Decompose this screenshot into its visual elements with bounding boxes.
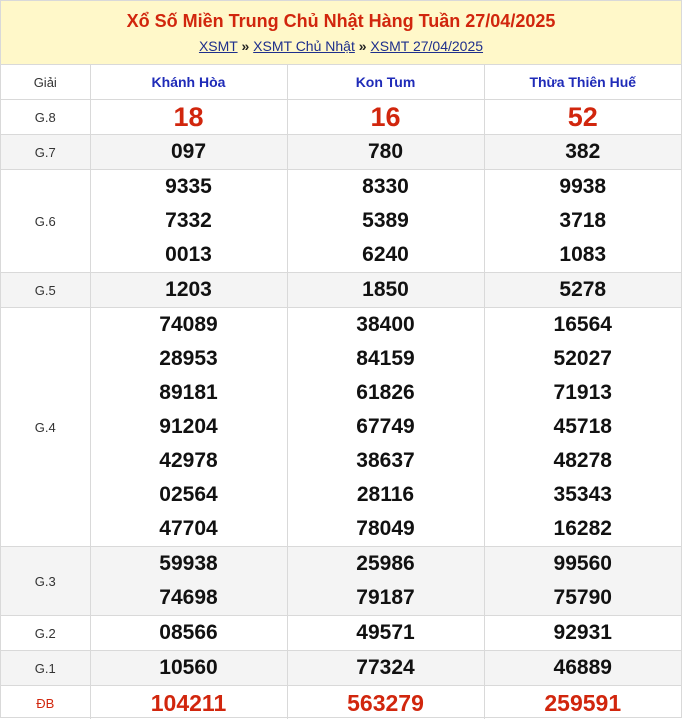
result-cell <box>484 135 681 170</box>
result-cell <box>484 100 681 135</box>
result-number: 52027 <box>553 347 612 370</box>
result-number: 16 <box>370 102 401 132</box>
result-number: 6240 <box>362 243 409 266</box>
result-number: 7332 <box>165 209 212 232</box>
result-number: 42978 <box>159 449 218 472</box>
result-cell <box>287 170 484 273</box>
results-table <box>1 65 681 719</box>
result-number: 46889 <box>553 656 612 679</box>
result-number: 1203 <box>165 278 212 301</box>
result-number: 104211 <box>150 690 227 716</box>
result-number: 48278 <box>553 449 612 472</box>
result-cell <box>90 308 287 547</box>
result-number: 74089 <box>159 313 218 336</box>
result-number: 18 <box>173 102 204 132</box>
result-number: 0013 <box>165 243 212 266</box>
result-cell <box>287 686 484 719</box>
result-cell <box>484 170 681 273</box>
result-cell <box>90 651 287 686</box>
result-number: 59938 <box>159 552 218 575</box>
result-cell <box>90 547 287 616</box>
result-cell <box>287 547 484 616</box>
result-number: 79187 <box>356 586 415 609</box>
result-number: 91204 <box>159 415 218 438</box>
result-cell <box>484 686 681 719</box>
prize-label: G.1 <box>1 651 90 686</box>
results-body <box>1 100 681 719</box>
result-number: 99560 <box>553 552 612 575</box>
breadcrumb <box>1 38 681 55</box>
prize-label: G.5 <box>1 273 90 308</box>
result-number: 780 <box>367 140 404 163</box>
table-row <box>1 273 681 308</box>
prize-label: G.7 <box>1 135 90 170</box>
result-number: 5389 <box>362 209 409 232</box>
result-number: 5278 <box>559 278 607 301</box>
result-number: 75790 <box>553 586 612 609</box>
prize-label: G.3 <box>1 547 90 616</box>
result-number: 259591 <box>544 690 622 716</box>
result-number: 08566 <box>159 621 218 644</box>
result-number: 74698 <box>159 586 218 609</box>
result-number: 16282 <box>553 517 612 540</box>
breadcrumb-link-xsmt-date[interactable]: XSMT 27/04/2025 <box>370 38 484 54</box>
breadcrumb-separator: » <box>358 38 367 54</box>
result-cell <box>484 273 681 308</box>
results-header <box>1 1 681 65</box>
prize-label: ĐB <box>1 686 90 719</box>
result-number: 28116 <box>356 483 415 506</box>
result-number: 47704 <box>159 517 218 540</box>
table-row <box>1 686 681 719</box>
table-row <box>1 651 681 686</box>
province-header-khanh-hoa[interactable]: Khánh Hòa <box>90 65 287 100</box>
prize-label: G.4 <box>1 308 90 547</box>
result-cell <box>90 100 287 135</box>
prize-label: G.6 <box>1 170 90 273</box>
result-number: 89181 <box>159 381 218 404</box>
result-number: 78049 <box>356 517 415 540</box>
breadcrumb-link-xsmt[interactable]: XSMT <box>198 38 238 54</box>
result-number: 35343 <box>553 483 612 506</box>
result-cell <box>287 135 484 170</box>
result-number: 25986 <box>356 552 415 575</box>
result-number: 28953 <box>159 347 218 370</box>
result-cell <box>287 100 484 135</box>
result-number: 382 <box>565 140 601 163</box>
result-number: 3718 <box>559 209 607 232</box>
result-number: 38400 <box>356 313 415 336</box>
result-cell <box>90 616 287 651</box>
result-number: 92931 <box>553 621 612 644</box>
result-number: 16564 <box>553 313 612 336</box>
breadcrumb-separator: » <box>241 38 250 54</box>
table-row <box>1 547 681 616</box>
result-number: 49571 <box>356 621 415 644</box>
result-number: 9938 <box>559 175 607 198</box>
result-number: 61826 <box>356 381 415 404</box>
result-cell <box>90 170 287 273</box>
prize-label: G.8 <box>1 100 90 135</box>
prize-label: G.2 <box>1 616 90 651</box>
result-number: 52 <box>567 102 598 132</box>
result-cell <box>484 651 681 686</box>
result-cell <box>90 686 287 719</box>
page-title: Xổ Số Miền Trung Chủ Nhật Hàng Tuần 27/04/2025 <box>126 11 556 31</box>
result-number: 563279 <box>347 690 424 716</box>
province-header-kon-tum[interactable]: Kon Tum <box>287 65 484 100</box>
result-cell <box>90 135 287 170</box>
breadcrumb-link-xsmt-sunday[interactable]: XSMT Chủ Nhật <box>253 38 355 54</box>
result-cell <box>484 547 681 616</box>
result-cell <box>484 308 681 547</box>
result-number: 097 <box>170 140 207 163</box>
result-number: 9335 <box>165 175 212 198</box>
result-cell <box>287 308 484 547</box>
table-header-row <box>1 65 681 100</box>
result-cell <box>287 616 484 651</box>
table-row <box>1 308 681 547</box>
result-cell <box>287 273 484 308</box>
result-cell <box>90 273 287 308</box>
prize-column-header: Giải <box>1 65 90 100</box>
result-number: 84159 <box>356 347 415 370</box>
result-number: 1850 <box>362 278 409 301</box>
result-number: 38637 <box>356 449 415 472</box>
table-row <box>1 100 681 135</box>
table-row <box>1 135 681 170</box>
result-number: 67749 <box>356 415 415 438</box>
result-cell <box>484 616 681 651</box>
result-number: 1083 <box>559 243 607 266</box>
result-number: 71913 <box>553 381 612 404</box>
table-row <box>1 170 681 273</box>
result-number: 45718 <box>553 415 612 438</box>
result-number: 10560 <box>159 656 218 679</box>
result-cell <box>287 651 484 686</box>
result-number: 8330 <box>362 175 409 198</box>
result-number: 77324 <box>356 656 415 679</box>
table-row <box>1 616 681 651</box>
province-header-thua-thien-hue[interactable]: Thừa Thiên Huế <box>484 65 681 100</box>
result-number: 02564 <box>159 483 218 506</box>
